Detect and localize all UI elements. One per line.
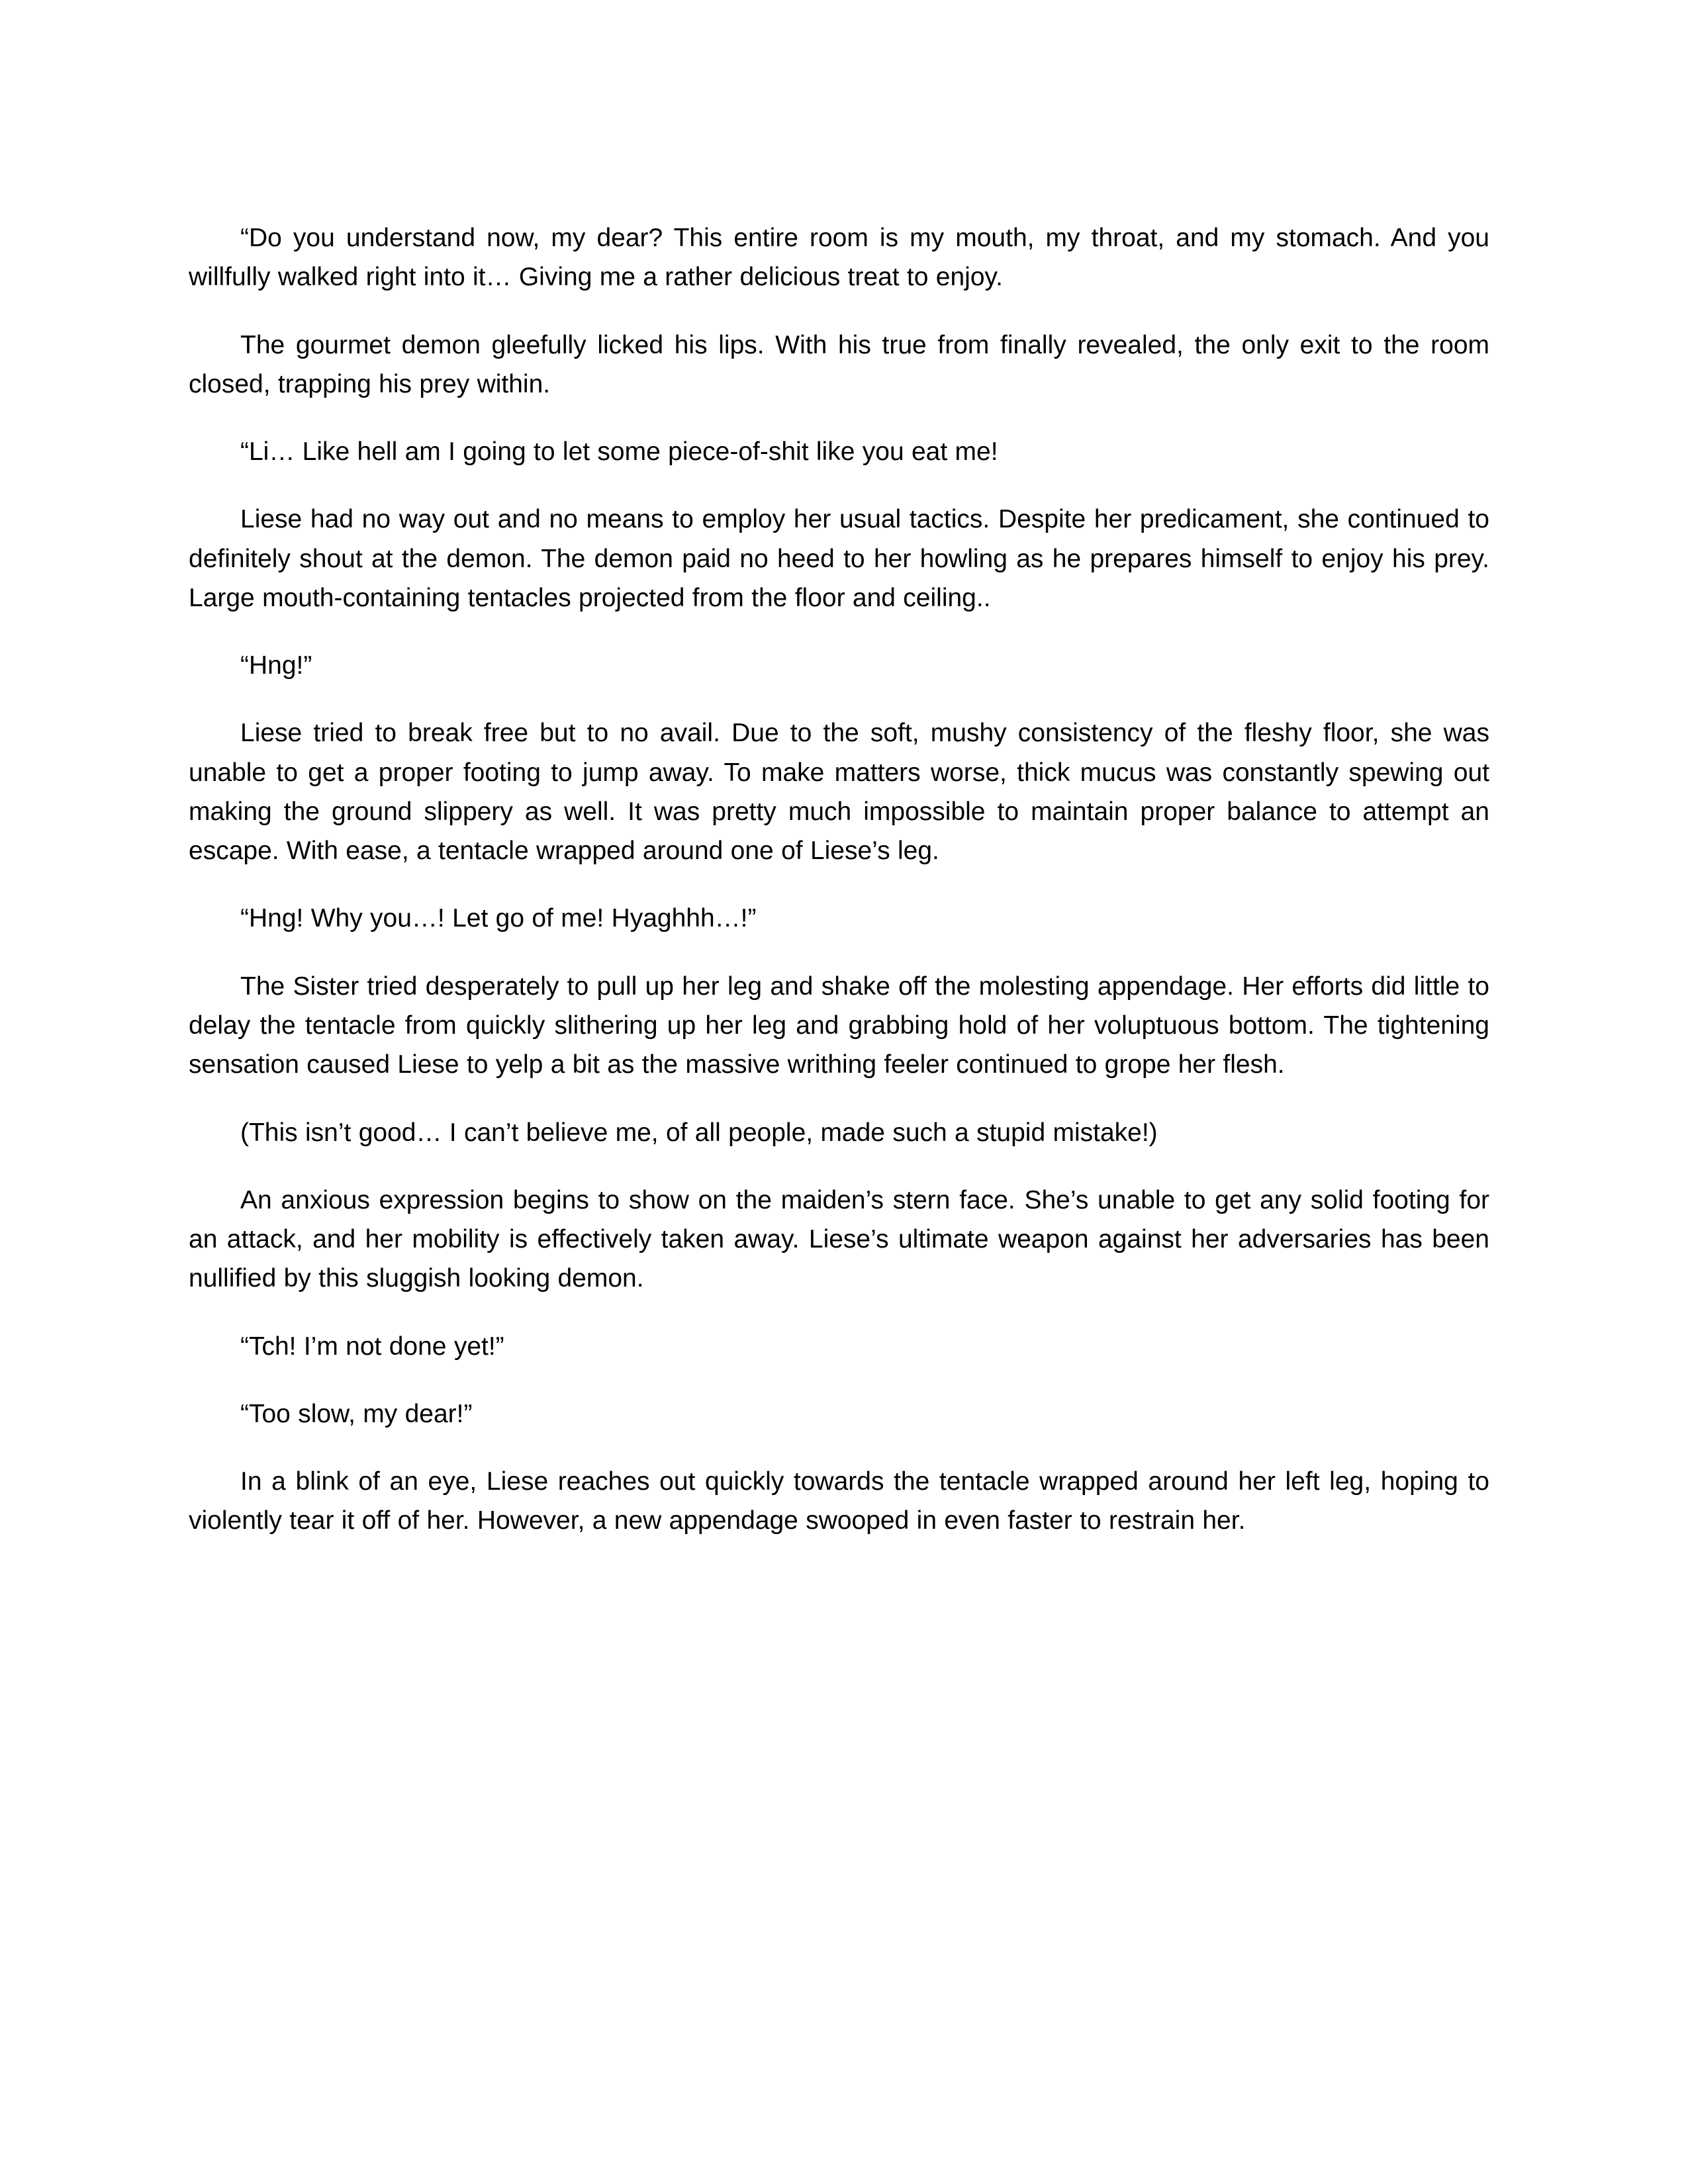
paragraph: Liese tried to break free but to no avail. Due to the soft, mushy consistency of the fleshy floor, she was unable to get a proper footing to jump away. To make matters worse, thick mucus was constantly spewing out making the ground slippery as well. It was pretty much impossible to maintain proper balance to attempt an escape. With ease, a tentacle wrapped around one of Liese’s leg. [189, 719, 1489, 866]
paragraph: “Do you understand now, my dear? This entire room is my mouth, my throat, and my stomach. And you willfully walked right into it… Giving me a rather delicious treat to enjoy. [189, 224, 1489, 292]
document-body [189, 218, 1489, 1541]
paragraph: In a blink of an eye, Liese reaches out quickly towards the tentacle wrapped around her left leg, hoping to violently tear it off of her. However, a new appendage swooped in even faster to restrain her. [189, 1467, 1489, 1535]
paragraph: “Hng! Why you…! Let go of me! Hyaghhh…!” [240, 904, 757, 933]
paragraph: “Hng!” [240, 651, 312, 680]
paragraph: (This isn’t good… I can’t believe me, of all people, made such a stupid mistake!) [240, 1118, 1158, 1147]
paragraph: The gourmet demon gleefully licked his lips. With his true from finally revealed, the only exit to the room closed, trapping his prey within. [189, 330, 1489, 398]
paragraph: “Li… Like hell am I going to let some piece-of-shit like you eat me! [240, 437, 998, 467]
paragraph: Liese had no way out and no means to employ her usual tactics. Despite her predicament, she continued to definitely shout at the demon. The demon paid no heed to her howling as he prepares himself to enjoy his prey. Large mouth-containing tentacles projected from the floor and ceiling.. [189, 505, 1489, 612]
paragraph: An anxious expression begins to show on the maiden’s stern face. She’s unable to get any solid footing for an attack, and her mobility is effectively taken away. Liese’s ultimate weapon against her adversaries has been nullified by this sluggish looking demon. [189, 1185, 1489, 1293]
paragraph: “Too slow, my dear!” [240, 1399, 473, 1428]
paragraph: “Tch! I’m not done yet!” [240, 1332, 504, 1361]
paragraph: The Sister tried desperately to pull up her leg and shake off the molesting appendage. Her efforts did little to delay the tentacle from quickly slithering up her leg and grabbing hold of her voluptuous bottom. The tightening sensation caused Liese to yelp a bit as the massive writhing feeler continued to grope her flesh. [189, 972, 1489, 1079]
